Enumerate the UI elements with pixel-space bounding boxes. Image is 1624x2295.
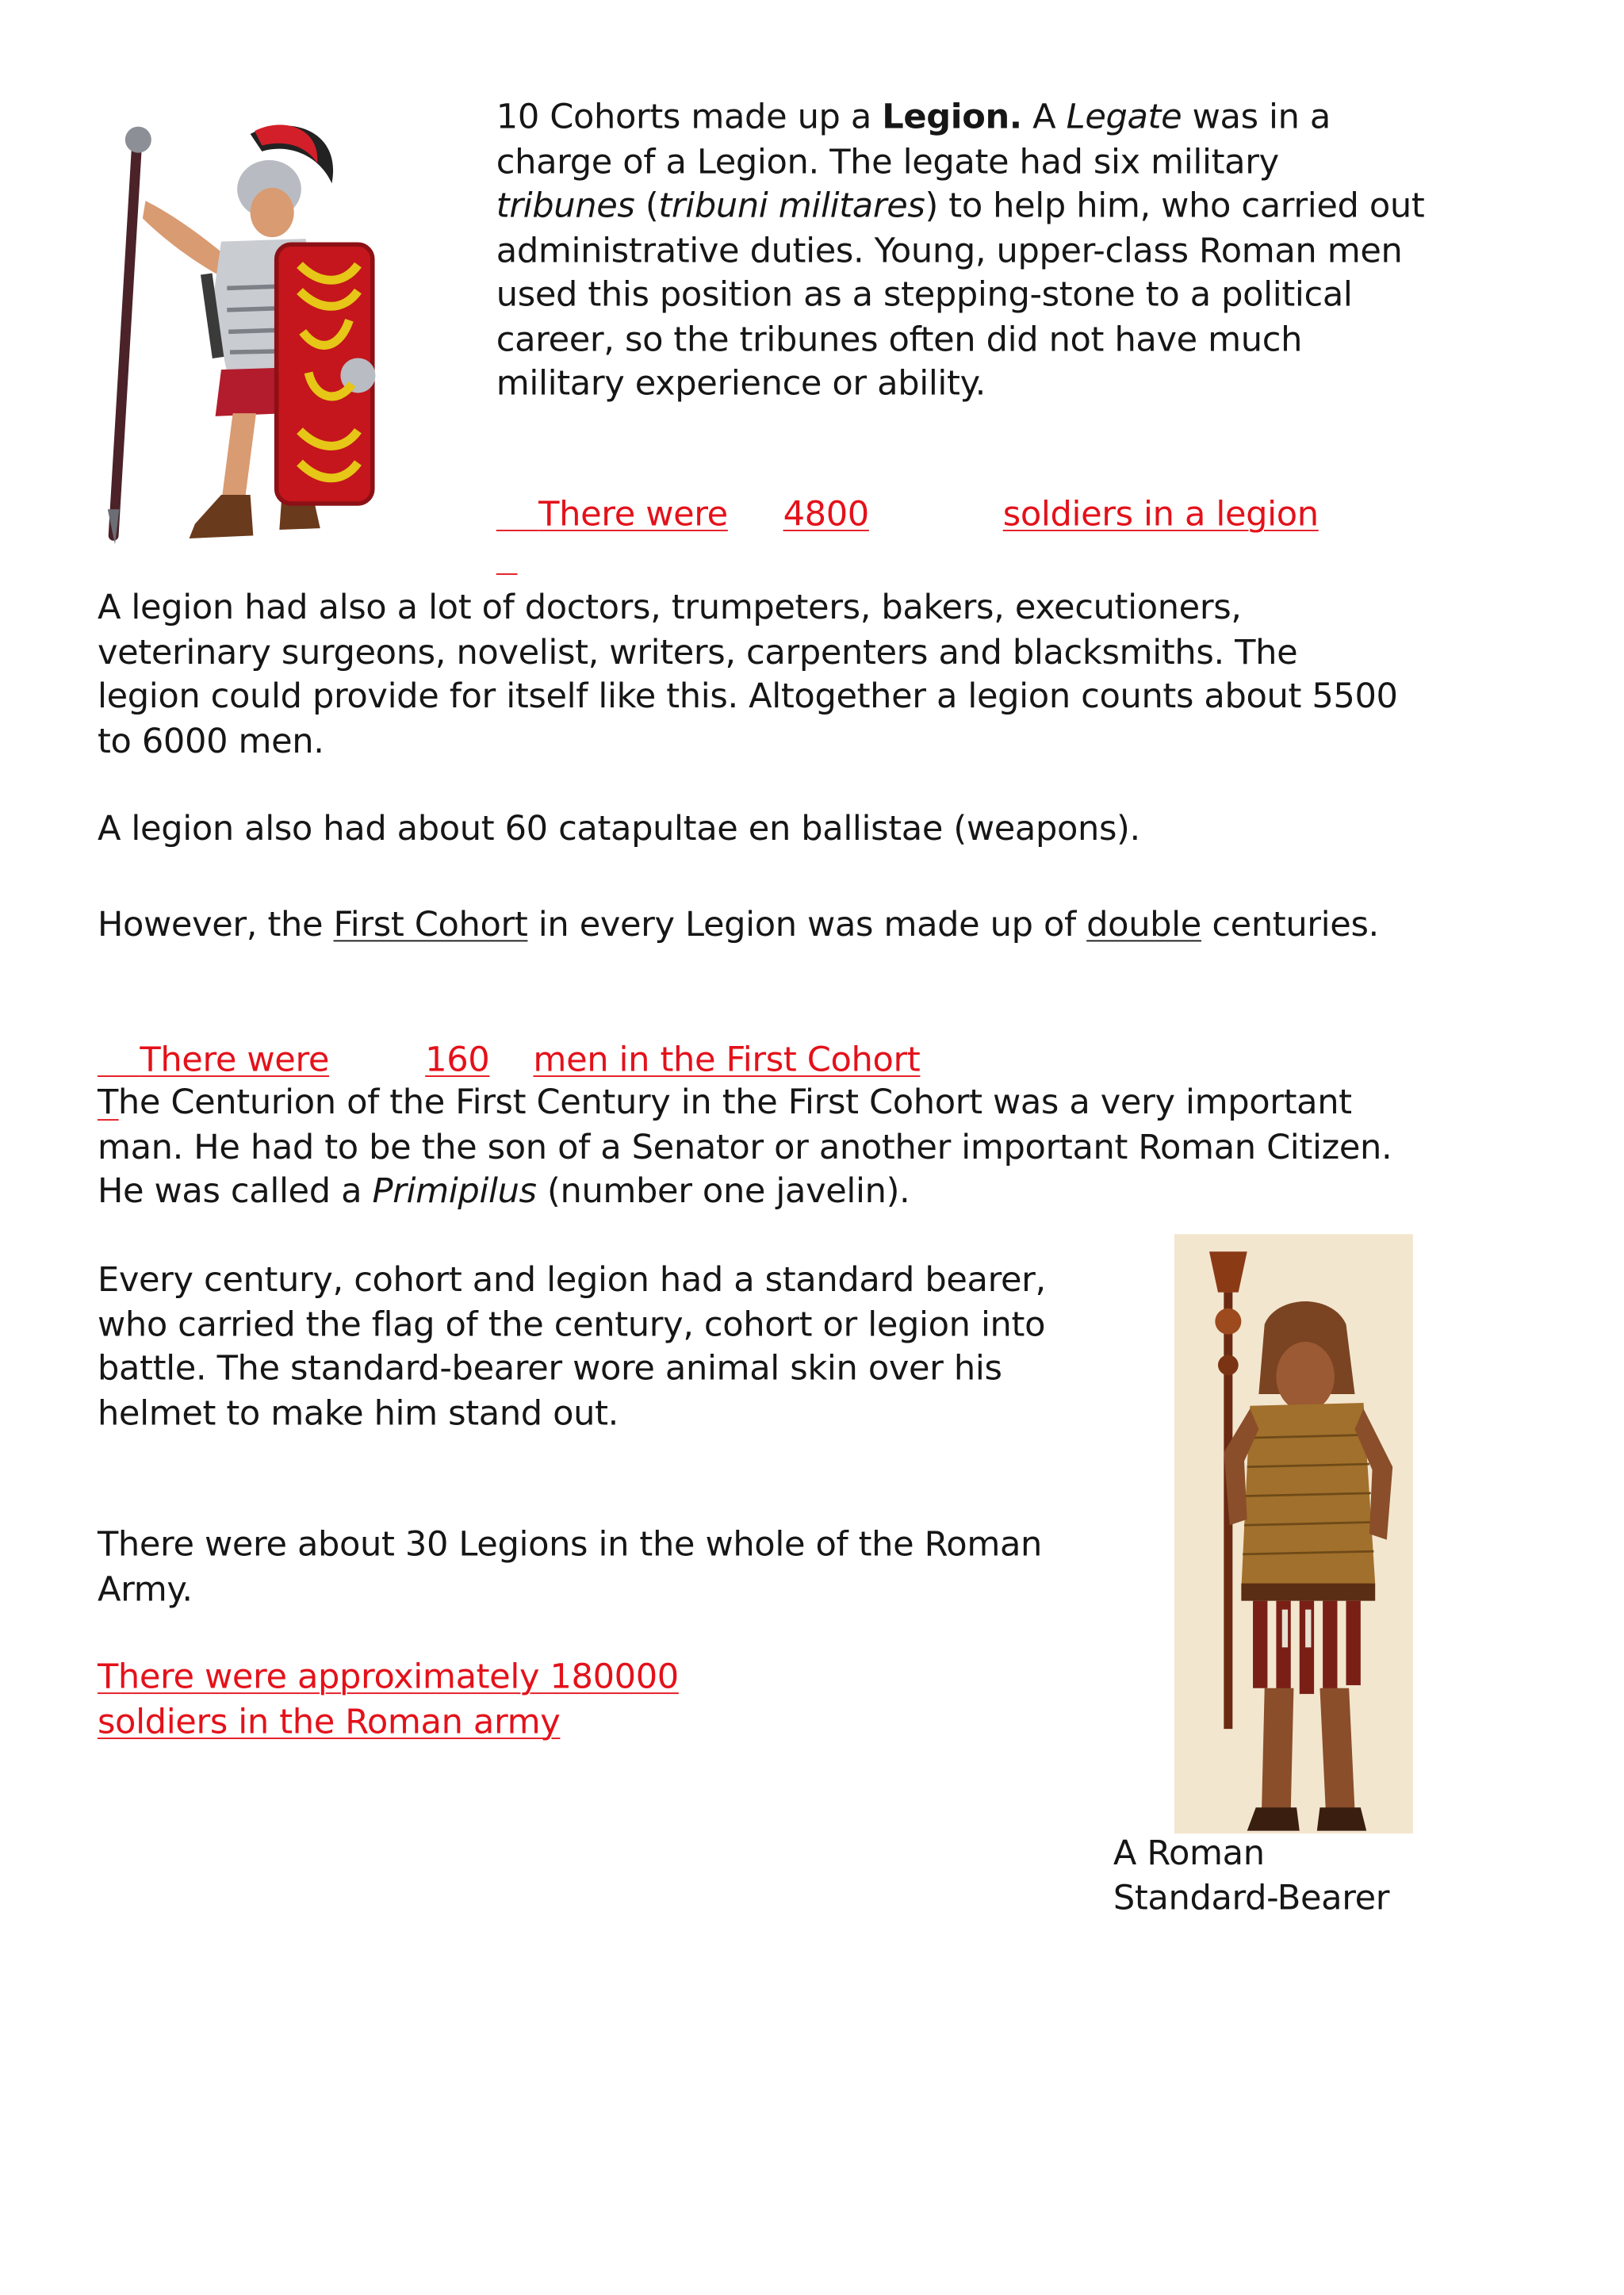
first-cohort-paragraph: However, the First Cohort in every Legion was made up of double centuries.	[97, 903, 1379, 944]
answer-army-block	[98, 1655, 971, 1744]
standard-bearer-paragraph: Every century, cohort and legion had a standard bearer, who carried the flag of the century, cohort or legion into battle. The standard-bearer wore animal skin over his helmet to make him stand out.	[97, 1259, 1046, 1433]
tribuni-militares-term: tribuni militares	[658, 185, 925, 226]
legate-term: Legate	[1066, 96, 1182, 137]
tribunes-term: tribunes	[496, 185, 635, 226]
first-cohort-term: First Cohort	[333, 903, 528, 944]
legions-count-paragraph: There were about 30 Legions in the whole of the Roman Army.	[97, 1523, 1043, 1609]
weapons-paragraph: A legion also had about 60 catapultae en ballistae (weapons).	[97, 807, 1140, 849]
intro-paragraph: 10 Cohorts made up a Legion. A Legate was in a charge of a Legion. The legate had six military tribunes (tribuni militares) to help him, who carried out administrative duties. Young, upper-class Roman men used this position as a stepping-stone to a political career, so the tribunes often did not have much military experience or ability.	[496, 96, 1425, 404]
centurion-paragraph: The Centurion of the First Century in the First Cohort was a very important man. He had to be the son of a Senator or another important Roman Citizen. He was called a Primipilus (number one javelin).	[97, 1081, 1392, 1211]
support-staff-paragraph: A legion had also a lot of doctors, trumpeters, bakers, executioners, veterinary surgeons, novelist, writers, carpenters and blacksmiths. The legion could provide for itself like this. Altogether a legion counts about 5500 to 6000 men.	[97, 586, 1398, 761]
answer-cohort-line: There were 160 men in the First Cohort	[140, 1038, 921, 1079]
answer-army-line-1: There were approximately 180000	[97, 1656, 679, 1697]
primipilus-term: Primipilus	[372, 1170, 537, 1211]
roman-legionary-image	[87, 113, 400, 550]
answer-army-line-2: soldiers in the Roman army	[97, 1700, 561, 1741]
double-term: double	[1086, 903, 1201, 944]
answer-legion-line: There were 4800 soldiers in a legion	[538, 492, 1319, 534]
legion-term: Legion.	[882, 96, 1022, 137]
caption-line-1: A Roman	[1113, 1832, 1265, 1873]
caption-line-2: Standard-Bearer	[1113, 1876, 1390, 1918]
standard-bearer-image	[1174, 1234, 1413, 1833]
image-caption	[1113, 1831, 1434, 1920]
answer-cohort-value: 160	[425, 1038, 490, 1079]
answer-legion-value: 4800	[783, 492, 869, 534]
